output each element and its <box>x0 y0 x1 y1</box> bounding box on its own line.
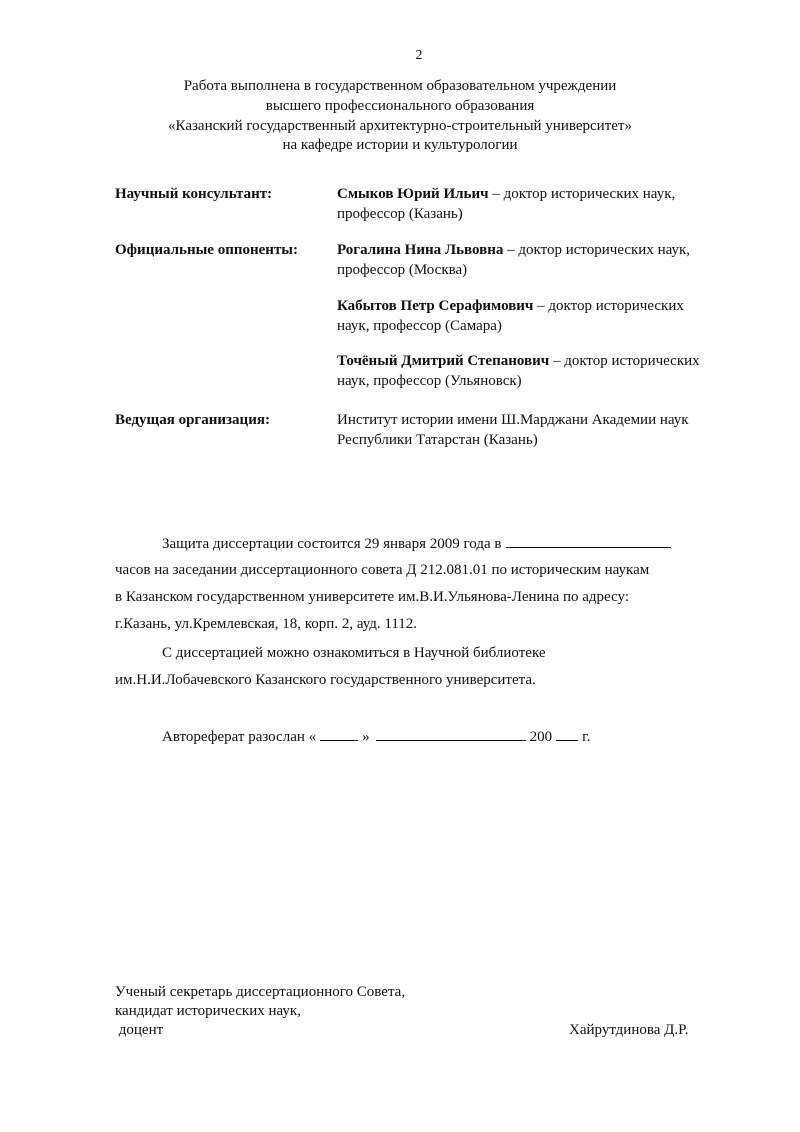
signature-line-3: доцент <box>115 1022 164 1038</box>
defense-line-3: в Казанском государственном университете им.В.И.Ульянова-Ленина по адресу: <box>115 589 630 605</box>
library-line-1: С диссертацией можно ознакомиться в Научной библиотеке <box>162 645 546 661</box>
autoref-prefix: Автореферат разослан « <box>162 729 317 745</box>
defense-line-4: г.Казань, ул.Кремлевская, 18, корп. 2, ауд. 1112. <box>115 616 418 632</box>
consultant-desc-1: – доктор исторических наук, <box>488 186 676 202</box>
header-line-4: на кафедре истории и культурологии <box>282 137 518 153</box>
opponent-2-desc-2: наук, профессор (Самара) <box>337 318 502 334</box>
secretary-name: Хайрутдинова Д.Р. <box>569 1022 689 1038</box>
defense-time-blank <box>506 533 671 548</box>
autoref-month-blank <box>376 726 526 741</box>
opponents-label: Официальные оппоненты: <box>115 242 299 258</box>
opponent-2-desc-1: – доктор исторических <box>533 298 684 314</box>
autoref-year-blank <box>556 726 578 741</box>
consultant-line-1 <box>337 184 675 204</box>
autoref-line <box>162 726 590 747</box>
header-line-2: высшего профессионального образования <box>265 98 535 114</box>
consultant-desc-2: профессор (Казань) <box>337 206 463 222</box>
defense-line-1 <box>162 533 671 554</box>
opponent-1-name: Рогалина Нина Львовна <box>337 242 504 258</box>
leading-org-label: Ведущая организация: <box>115 412 270 428</box>
opponent-3-name: Точёный Дмитрий Степанович <box>337 353 550 369</box>
opponent-3-desc-1: – доктор исторических <box>549 353 700 369</box>
defense-line-2: часов на заседании диссертационного совета Д 212.081.01 по историческим наукам <box>115 562 650 578</box>
opponent-1-line-1 <box>337 240 690 260</box>
header-line-3: «Казанский государственный архитектурно-строительный университет» <box>168 118 632 134</box>
opponent-2-name: Кабытов Петр Серафимович <box>337 298 534 314</box>
opponent-2-line-1 <box>337 296 684 316</box>
signature-line-1: Ученый секретарь диссертационного Совета, <box>115 984 406 1000</box>
signature-line-2: кандидат исторических наук, <box>115 1003 301 1019</box>
consultant-label: Научный консультант: <box>115 186 273 202</box>
autoref-day-blank <box>320 726 358 741</box>
opponent-1-desc-1: – доктор исторических наук, <box>503 242 691 258</box>
defense-line-1-text: Защита диссертации состоится 29 января 2009 года в <box>162 536 502 552</box>
page-number: 2 <box>415 48 423 63</box>
consultant-name: Смыков Юрий Ильич <box>337 186 489 202</box>
opponent-1-desc-2: профессор (Москва) <box>337 262 468 278</box>
leading-org-line-1: Институт истории имени Ш.Марджани Академии наук <box>337 412 689 428</box>
opponent-3-line-1 <box>337 351 700 371</box>
header-line-1: Работа выполнена в государственном образовательном учреждении <box>183 78 617 94</box>
opponent-3-desc-2: наук, профессор (Ульяновск) <box>337 373 522 389</box>
library-line-2: им.Н.И.Лобачевского Казанского государственного университета. <box>115 672 536 688</box>
autoref-year: 200 <box>529 729 553 745</box>
autoref-mid: » <box>362 729 370 745</box>
autoref-suffix: г. <box>582 729 591 745</box>
leading-org-line-2: Республики Татарстан (Казань) <box>337 432 538 448</box>
